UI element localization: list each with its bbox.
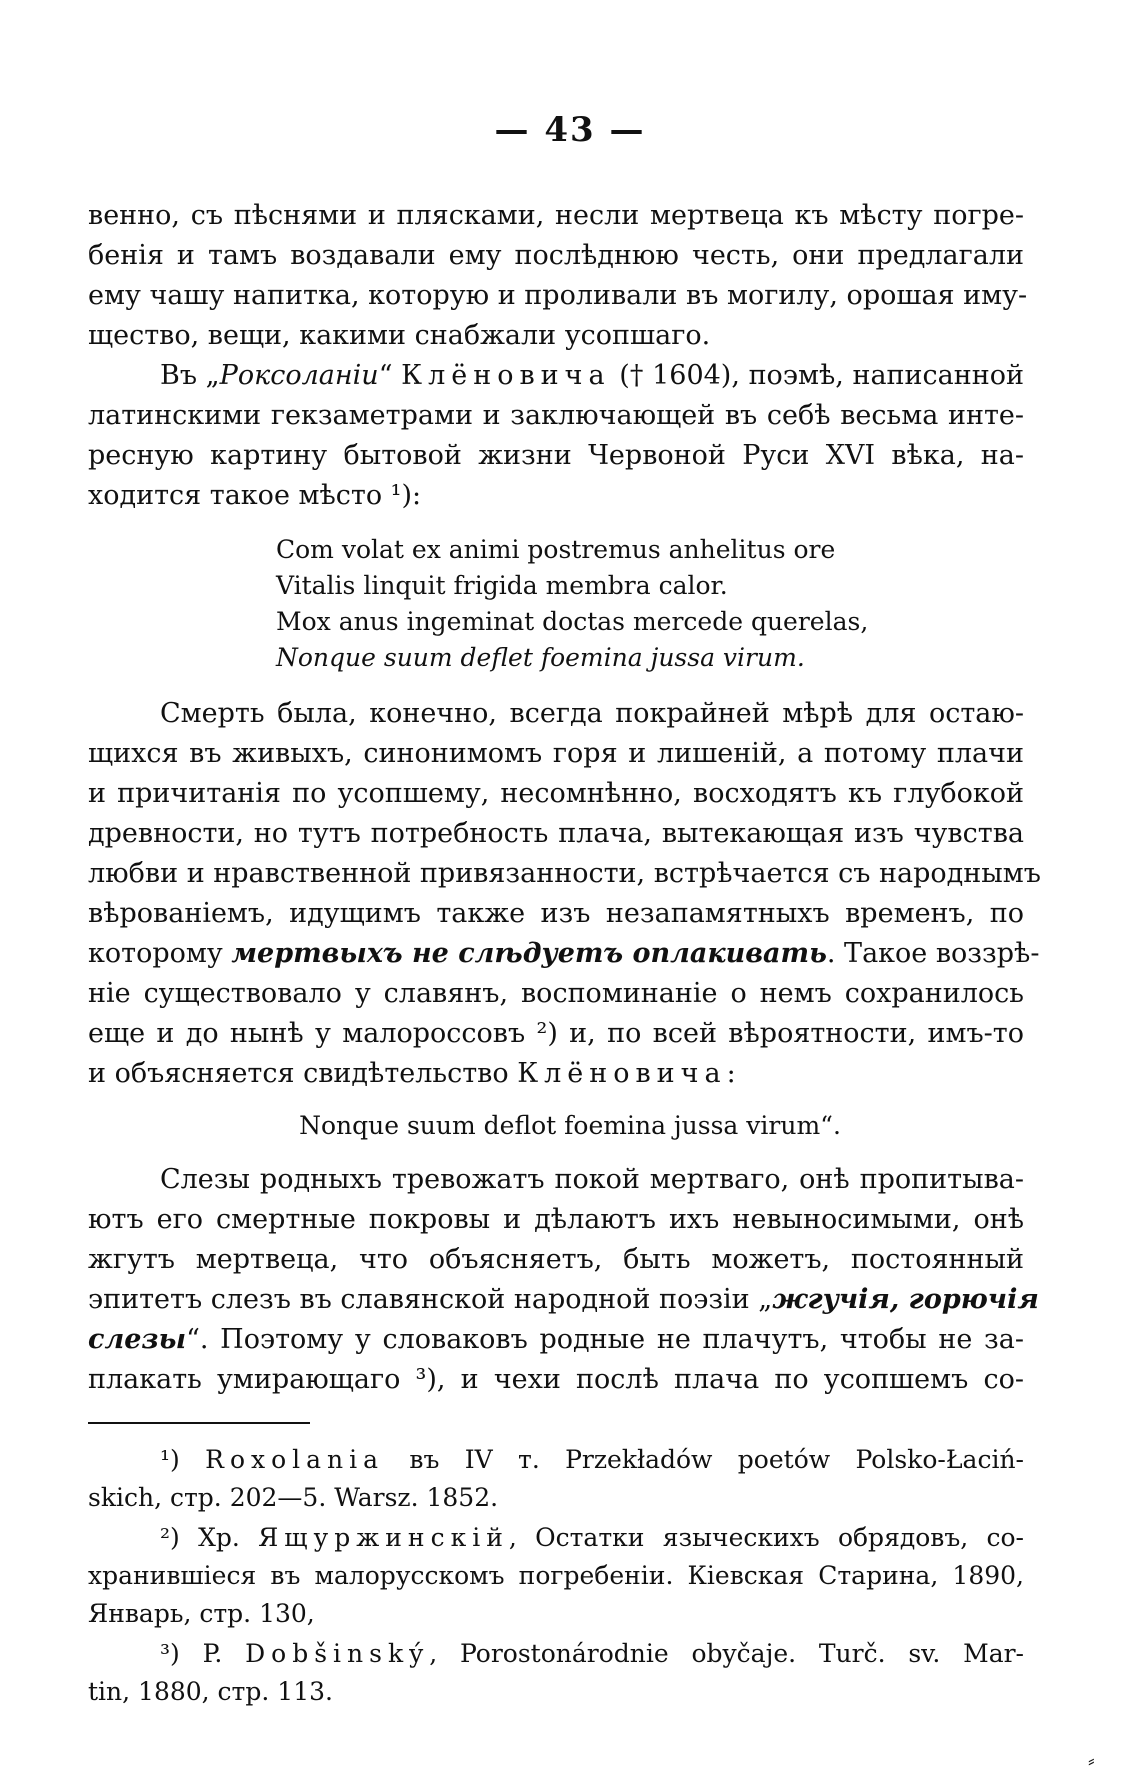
text-line: [88, 934, 1040, 974]
text-span: :: [726, 1058, 736, 1089]
text-line: венно, съ пѣснями и плясками, несли мертвеца къ мѣсту погре-: [88, 200, 1024, 231]
author-name: Dobšinský: [245, 1639, 430, 1668]
footnote-divider: [88, 1422, 310, 1424]
text-span: “. Поэтому у словаковъ родные не плачутъ, чтобы не за-: [186, 1324, 1024, 1355]
text-span: и объясняется свидѣтельство: [88, 1058, 518, 1089]
text-line: [88, 1280, 1039, 1320]
author-name: Клёновича: [517, 1058, 727, 1089]
text-line: любви и нравственной привязанности, встрѣчается съ народнымъ: [88, 858, 1041, 889]
footnote-line: хранившіеся въ малорусскомъ погребеніи. Кіевская Старина, 1890,: [88, 1561, 1024, 1590]
text-line: ніе существовало у славянъ, воспоминаніе о немъ сохранилось: [88, 978, 1024, 1009]
text-span: , Остатки языческихъ обрядовъ, со-: [508, 1523, 1024, 1552]
text-line: и причитанія по усопшему, несомнѣнно, восходятъ къ глубокой: [88, 778, 1024, 809]
verse-line: Nonque suum deflet foemina jussa virum.: [276, 643, 805, 672]
text-line: [88, 1320, 1024, 1360]
text-line: ютъ его смертные покровы и дѣлаютъ ихъ невыносимыми, онѣ: [88, 1204, 1024, 1235]
text-span: († 1604), поэмѣ, написанной: [610, 360, 1025, 391]
verse-line: Mox anus ingeminat doctas mercede querelas,: [276, 607, 869, 636]
text-line: вѣрованіемъ, идущимъ также изъ незапамятныхъ временъ, по: [88, 898, 1024, 929]
page-number: — 43 —: [494, 110, 646, 150]
verse-line: Com volat ex animi postremus anhelitus ore: [276, 535, 836, 564]
verse-line: Vitalis linquit frigida membra calor.: [276, 571, 728, 600]
author-name: Ящуржинскій: [258, 1523, 509, 1552]
footnote-1: [160, 1440, 1024, 1480]
author-name: Клёновича: [401, 360, 611, 391]
text-line: еще и до нынѣ у малороссовъ ²) и, по всей вѣроятности, имъ-то: [88, 1018, 1024, 1049]
text-span: которому: [88, 938, 232, 969]
text-line: Слезы родныхъ тревожатъ покой мертваго, онѣ пропитыва-: [160, 1164, 1024, 1195]
text-line: Смерть была, конечно, всегда покрайней мѣрѣ для остаю-: [160, 698, 1024, 729]
text-line: ресную картину бытовой жизни Червоной Руси XVI вѣка, на-: [88, 440, 1024, 471]
text-span: эпитетъ слезъ въ славянской народной поэзіи „: [88, 1284, 773, 1315]
text-line: щихся въ живыхъ, синонимомъ горя и лишеній, а потому плачи: [88, 738, 1024, 769]
text-line: [88, 1054, 1024, 1094]
footnote-3: [160, 1634, 1024, 1674]
emphasis: мертвыхъ не слѣдуетъ оплакивать: [231, 938, 827, 969]
text-line: щество, вещи, какими снабжали усопшаго.: [88, 320, 711, 351]
text-span: ¹): [160, 1445, 206, 1474]
quote-line: Nonque suum deflot foemina jussa virum“.: [299, 1111, 841, 1140]
text-span: Въ „: [160, 360, 220, 391]
text-span: ³) P.: [160, 1639, 246, 1668]
text-line: ходится такое мѣсто ¹):: [88, 480, 422, 511]
footnote-line: Январь, стр. 130,: [88, 1599, 315, 1628]
text-line: ему чашу напитка, которую и проливали въ могилу, орошая иму-: [88, 280, 1028, 311]
emphasis: жгучія, горючія: [772, 1284, 1039, 1315]
footnote-line: tin, 1880, стр. 113.: [88, 1677, 333, 1706]
text-line: жгутъ мертвеца, что объясняетъ, быть можетъ, постоянный: [88, 1244, 1024, 1275]
work-title: Роксоланіи: [219, 360, 379, 391]
text-span: . Такое воззрѣ-: [826, 938, 1040, 969]
text-line: бенія и тамъ воздавали ему послѣднюю честь, они предлагали: [88, 240, 1024, 271]
text-line: древности, но тутъ потребность плача, вытекающая изъ чувства: [88, 818, 1024, 849]
text-line: латинскими гекзаметрами и заключающей въ себѣ весьма инте-: [88, 400, 1024, 431]
text-line: плакать умирающаго ³), и чехи послѣ плача по усопшемъ со-: [88, 1364, 1024, 1395]
emphasis: слезы: [88, 1324, 187, 1355]
footnote-line: skich, стр. 202—5. Warsz. 1852.: [88, 1483, 499, 1512]
text-span: ²) Хр.: [160, 1523, 259, 1552]
footnote-2: [160, 1518, 1024, 1558]
work-title: Roxolania: [205, 1445, 385, 1474]
text-line: [160, 356, 1024, 396]
printer-mark: ⸗: [1088, 1748, 1095, 1772]
text-span: въ IV т. Przekładów poetów Polsko-Łaciń-: [384, 1445, 1024, 1474]
text-span: “: [378, 360, 402, 391]
text-span: , Porostonárodnie obyčaje. Turč. sv. Mar-: [429, 1639, 1024, 1668]
